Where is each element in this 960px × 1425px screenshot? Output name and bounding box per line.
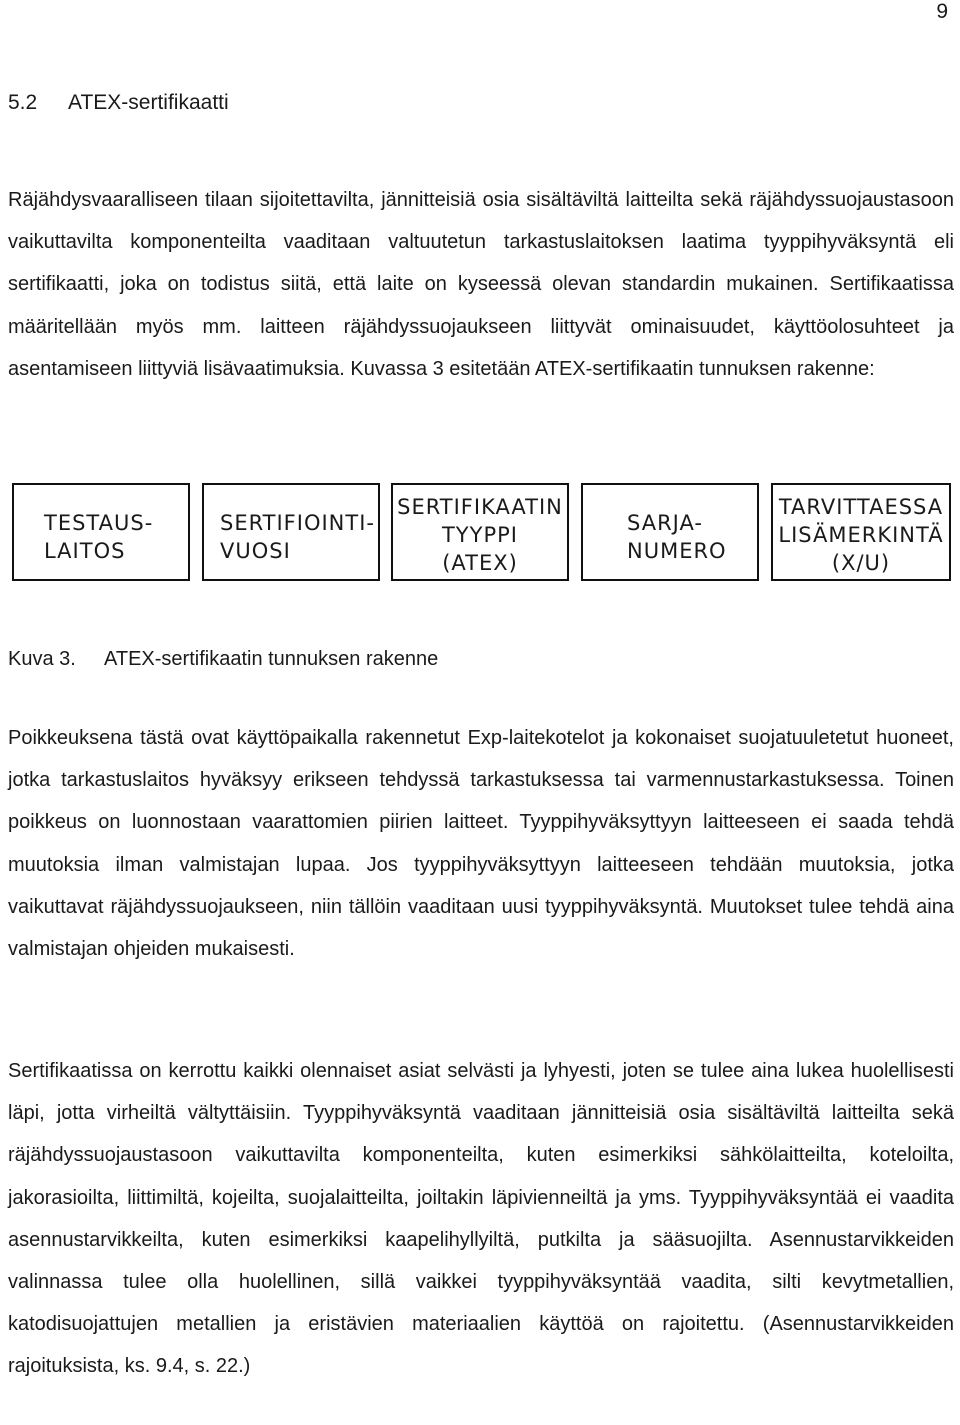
box-certification-year: SERTIFIOINTI- VUOSI: [202, 483, 380, 581]
section-number: 5.2: [8, 91, 38, 114]
box-serial-number: SARJA- NUMERO: [581, 483, 759, 581]
figure-caption: [8, 644, 438, 674]
certificate-structure-figure: [0, 483, 960, 587]
box-additional-marking: TARVITTAESSA LISÄMERKINTÄ (X/U): [771, 483, 951, 581]
section-title: ATEX-sertifikaatti: [68, 91, 229, 114]
section-heading: [8, 88, 229, 118]
caption-number: Kuva 3.: [8, 648, 76, 670]
box-testing-lab: TESTAUS- LAITOS: [12, 483, 190, 581]
page-number: 9: [936, 0, 948, 23]
box-certificate-type: SERTIFIKAATIN TYYPPI (ATEX): [391, 483, 569, 581]
paragraph-certificate-details: Sertifikaatissa on kerrottu kaikki olennaiset asiat selvästi ja lyhyesti, joten se tulee aina lukea huolellisesti läpi, jotta virheiltä vältyttäisiin. Tyyppihyväksyntä vaaditaan jännitteisiä osia sisältäviltä laitteilta sekä räjähdyssuojaustasoon vaikuttavilta komponenteilta, kuten esimerkiksi sähkölaitteilta, koteloilta, jakorasioilta, liittimiltä, kojeilta, suojalaitteilta, joiltakin läpivienneiltä ja yms. Tyyppihyväksyntää ei vaadita asennustarvikkeilta, kuten esimerkiksi kaapelihyllyiltä, putkilta ja sääsuojilta. Asennustarvikkeiden valinnassa tulee olla huolellinen, sillä vaikkei tyyppihyväksyntää vaadita, silti kevytmetallien, katodisuojattujen metallien ja eristävien materiaalien käyttöä on rajoitettu. (Asennustarvikkeiden rajoituksista, ks. 9.4, s. 22.): [8, 1060, 954, 1378]
caption-text: ATEX-sertifikaatin tunnuksen rakenne: [104, 648, 439, 670]
paragraph-exceptions: Poikkeuksena tästä ovat käyttöpaikalla rakennetut Exp-laitekotelot ja kokonaiset suojatuuletetut huoneet, jotka tarkastuslaitos hyväksyy erikseen tehdyssä tarkastuksessa tai varmennustarkastuksessa. Toinen poikkeus on luonnostaan vaarattomien piirien laitteet. Tyyppihyväksyttyyn laitteeseen ei saada tehdä muutoksia ilman valmistajan lupaa. Jos tyyppihyväksyttyyn laitteeseen tehdään muutoksia, jotka vaikuttavat räjähdyssuojaukseen, niin tällöin vaaditaan uusi tyyppihyväksyntä. Muutokset tulee tehdä aina valmistajan ohjeiden mukaisesti.: [8, 727, 954, 961]
paragraph-intro: Räjähdysvaaralliseen tilaan sijoitettavilta, jännitteisiä osia sisältäviltä laitteilta sekä räjähdyssuojaustasoon vaikuttavilta komponenteilta vaaditaan valtuutetun tarkastuslaitoksen laatima tyyppihyväksyntä eli sertifikaatti, joka on todistus siitä, että laite on kyseessä olevan standardin mukainen. Sertifikaatissa määritellään myös mm. laitteen räjähdyssuojaukseen liittyvät ominaisuudet, käyttöolosuhteet ja asentamiseen liittyviä lisävaatimuksia. Kuvassa 3 esitetään ATEX-sertifikaatin tunnuksen rakenne:: [8, 189, 954, 380]
